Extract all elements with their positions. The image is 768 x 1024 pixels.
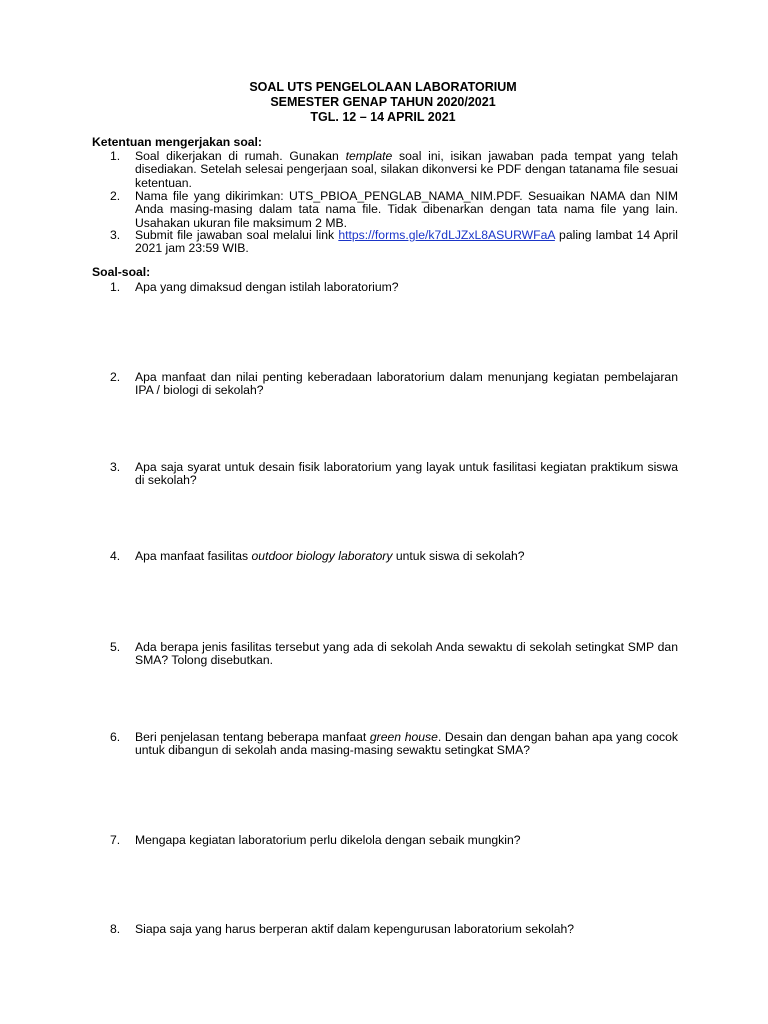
question-number: 1. — [110, 280, 121, 294]
question-number: 5. — [110, 640, 121, 654]
rule-item — [110, 150, 678, 190]
question-number: 3. — [110, 460, 121, 474]
rule-item — [110, 229, 678, 256]
title-line-1: SOAL UTS PENGELOLAAN LABORATORIUM — [249, 80, 517, 94]
question-item — [110, 731, 678, 758]
rule-number: 2. — [110, 189, 121, 203]
rule-text: Nama file yang dikirimkan: UTS_PBIOA_PENGLAB_NAMA_NIM.PDF. Sesuaikan NAMA dan NIM Anda masing-masing dalam tata nama file. Tidak dibenarkan dengan tata nama file yang lain. Usahakan ukuran file maksimum 2 MB. — [135, 189, 678, 230]
question-number: 8. — [110, 922, 121, 936]
title-line-3: TGL. 12 – 14 APRIL 2021 — [310, 110, 456, 124]
rule-text: Submit file jawaban soal melalui link https://forms.gle/k7dLJZxL8ASURWFaA paling lambat 14 April 2021 jam 23:59 WIB. — [135, 228, 679, 256]
rule-number: 1. — [110, 149, 121, 163]
question-text: Siapa saja yang harus berperan aktif dalam kepengurusan laboratorium sekolah? — [135, 922, 575, 936]
rule-item — [110, 190, 678, 230]
question-text: Ada berapa jenis fasilitas tersebut yang ada di sekolah Anda sewaktu di sekolah setingkat SMP dan SMA? Tolong disebutkan. — [135, 640, 678, 668]
question-text: Apa saja syarat untuk desain fisik laboratorium yang layak untuk fasilitasi kegiatan praktikum siswa di sekolah? — [135, 460, 678, 488]
rule-number: 3. — [110, 228, 121, 242]
question-item — [110, 371, 678, 398]
question-number: 2. — [110, 370, 121, 384]
question-number: 6. — [110, 730, 121, 744]
title-line-2: SEMESTER GENAP TAHUN 2020/2021 — [270, 95, 496, 109]
question-text: Apa manfaat dan nilai penting keberadaan laboratorium dalam menunjang kegiatan pembelajaran IPA / biologi di sekolah? — [135, 370, 678, 398]
question-item — [110, 923, 678, 936]
question-text: Beri penjelasan tentang beberapa manfaat green house. Desain dan dengan bahan apa yang cocok untuk dibangun di sekolah anda masing-masing sewaktu setingkat SMA? — [135, 730, 679, 758]
question-text: Mengapa kegiatan laboratorium perlu dikelola dengan sebaik mungkin? — [135, 833, 521, 847]
question-item — [110, 641, 678, 668]
question-number: 4. — [110, 549, 121, 563]
rules-heading: Ketentuan mengerjakan soal: — [92, 135, 262, 149]
rule-text: Soal dikerjakan di rumah. Gunakan template soal ini, isikan jawaban pada tempat yang telah disediakan. Setelah selesai pengerjaan soal, silakan dikonversi ke PDF dengan tatanama file sesuai ketentuan. — [135, 149, 678, 190]
question-number: 7. — [110, 833, 121, 847]
question-item — [110, 461, 678, 488]
question-item — [110, 550, 678, 563]
question-text: Apa yang dimaksud dengan istilah laboratorium? — [135, 280, 399, 294]
submission-form-link[interactable]: https://forms.gle/k7dLJZxL8ASURWFaA — [338, 228, 555, 242]
questions-heading: Soal-soal: — [92, 265, 151, 279]
question-text: Apa manfaat fasilitas outdoor biology laboratory untuk siswa di sekolah? — [135, 549, 525, 563]
question-item — [110, 834, 678, 847]
question-item — [110, 281, 678, 294]
document-title — [0, 80, 768, 125]
